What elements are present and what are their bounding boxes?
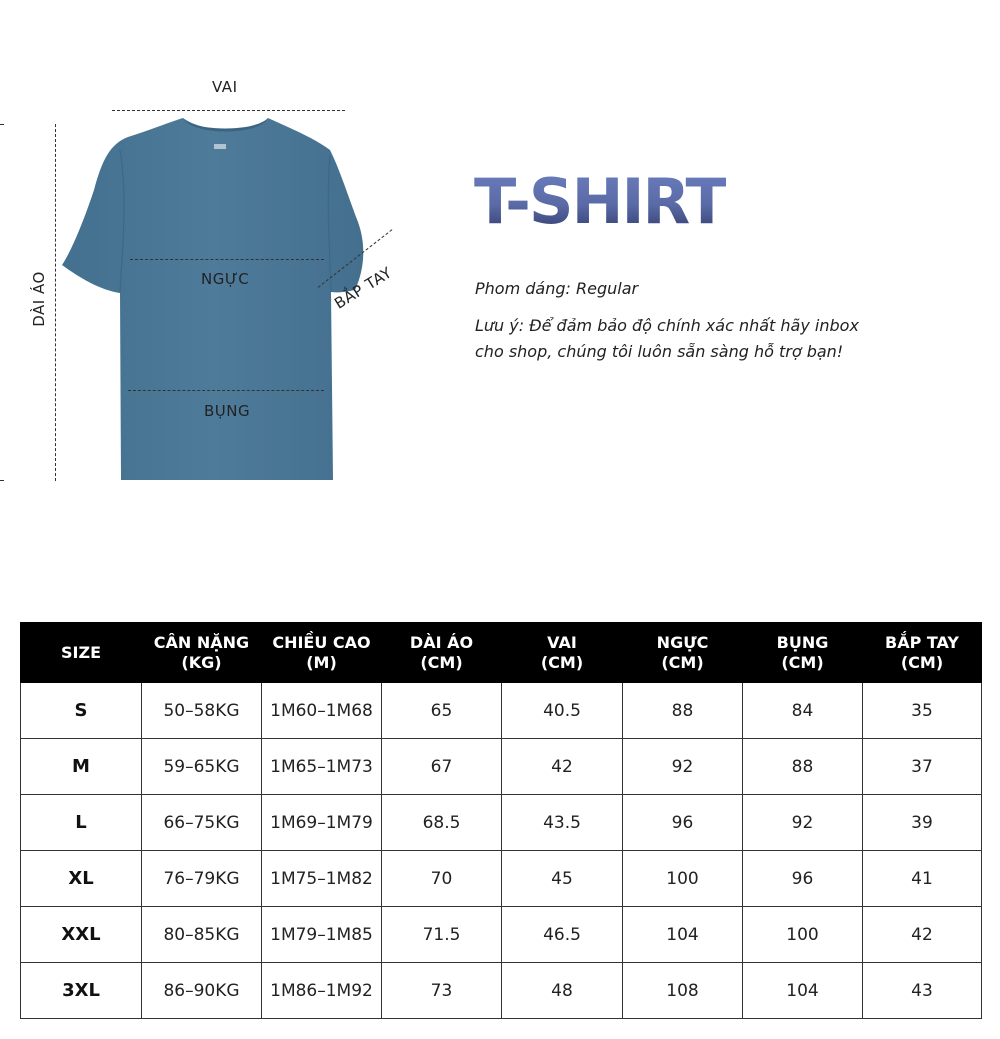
height-cell: 1M60–1M68 [262, 683, 382, 739]
table-row [21, 851, 982, 907]
chest-cell: 100 [623, 851, 743, 907]
shoulder-cell: 40.5 [502, 683, 623, 739]
chest-cell: 96 [623, 795, 743, 851]
length-cell: 67 [382, 739, 502, 795]
logo-mark [214, 144, 226, 149]
bicep-cell: 35 [863, 683, 982, 739]
header-line1: NGỰC [656, 632, 709, 652]
header-line2: (CM) [661, 652, 704, 672]
waist-cell: 100 [743, 907, 863, 963]
weight-cell: 50–58KG [142, 683, 262, 739]
header-bicep [863, 623, 982, 683]
waist-cell: 104 [743, 963, 863, 1019]
table-row [21, 795, 982, 851]
table-row [21, 963, 982, 1019]
header-length [382, 623, 502, 683]
chest-cell: 92 [623, 739, 743, 795]
header-line1: CÂN NẶNG [153, 632, 250, 652]
waist-cell: 84 [743, 683, 863, 739]
waist-cell: 96 [743, 851, 863, 907]
bicep-label: BẮP TAY [331, 263, 396, 313]
shoulder-label: VAI [212, 78, 238, 96]
shoulder-cell: 42 [502, 739, 623, 795]
weight-cell: 80–85KG [142, 907, 262, 963]
product-title: T-SHIRT [474, 165, 726, 238]
weight-cell: 66–75KG [142, 795, 262, 851]
length-cell: 70 [382, 851, 502, 907]
header-chest [623, 623, 743, 683]
table-header-row [21, 623, 982, 683]
length-cell: 65 [382, 683, 502, 739]
header-line1: CHIỀU CAO [272, 632, 371, 652]
length-cell: 68.5 [382, 795, 502, 851]
table-row [21, 683, 982, 739]
chest-cell: 108 [623, 963, 743, 1019]
size-cell: XL [21, 851, 142, 907]
header-line2: (CM) [420, 652, 463, 672]
shoulder-cell: 46.5 [502, 907, 623, 963]
bicep-cell: 41 [863, 851, 982, 907]
header-line1: DÀI ÁO [409, 632, 474, 652]
length-cell: 71.5 [382, 907, 502, 963]
measurement-diagram [0, 0, 460, 500]
height-cell: 1M79–1M85 [262, 907, 382, 963]
waist-cell: 92 [743, 795, 863, 851]
height-cell: 1M86–1M92 [262, 963, 382, 1019]
bicep-cell: 42 [863, 907, 982, 963]
length-cell: 73 [382, 963, 502, 1019]
size-table [20, 622, 982, 1019]
height-cell: 1M75–1M82 [262, 851, 382, 907]
waist-cell: 88 [743, 739, 863, 795]
sleeve-logo [366, 260, 376, 263]
chest-cell: 104 [623, 907, 743, 963]
shoulder-cell: 43.5 [502, 795, 623, 851]
header-line2: (M) [306, 652, 337, 672]
chest-cell: 88 [623, 683, 743, 739]
note-line-2: cho shop, chúng tôi luôn sẵn sàng hỗ trợ bạn! [475, 342, 844, 361]
shoulder-cell: 48 [502, 963, 623, 1019]
size-cell: 3XL [21, 963, 142, 1019]
header-waist [743, 623, 863, 683]
header-line1: BỤNG [776, 632, 829, 652]
bicep-cell: 37 [863, 739, 982, 795]
header-line2: (CM) [540, 652, 584, 672]
tshirt-body [62, 118, 363, 480]
size-cell: S [21, 683, 142, 739]
table-row [21, 907, 982, 963]
table-row [21, 739, 982, 795]
length-label: DÀI ÁO [30, 271, 48, 327]
weight-cell: 59–65KG [142, 739, 262, 795]
header-line2: (CM) [781, 652, 824, 672]
note-line-1: Lưu ý: Để đảm bảo độ chính xác nhất hãy inbox [475, 316, 859, 335]
weight-cell: 86–90KG [142, 963, 262, 1019]
waist-label: BỤNG [204, 402, 251, 420]
header-height [262, 623, 382, 683]
bicep-cell: 39 [863, 795, 982, 851]
height-cell: 1M69–1M79 [262, 795, 382, 851]
header-line1: BẮP TAY [885, 632, 959, 652]
header-shoulder [502, 623, 623, 683]
header-size [21, 623, 142, 683]
header-weight [142, 623, 262, 683]
fit-text: Phom dáng: Regular [475, 279, 639, 298]
weight-cell: 76–79KG [142, 851, 262, 907]
waist-line [128, 390, 324, 391]
size-cell: M [21, 739, 142, 795]
header-size-line1: SIZE [60, 642, 101, 662]
size-cell: L [21, 795, 142, 851]
shoulder-cell: 45 [502, 851, 623, 907]
header-line2: (CM) [900, 652, 944, 672]
bicep-cell: 43 [863, 963, 982, 1019]
chest-label: NGỰC [201, 270, 250, 288]
size-cell: XXL [21, 907, 142, 963]
chest-line [130, 259, 324, 260]
header-line1: VAI [547, 632, 577, 652]
height-cell: 1M65–1M73 [262, 739, 382, 795]
header-line2: (KG) [181, 652, 222, 672]
